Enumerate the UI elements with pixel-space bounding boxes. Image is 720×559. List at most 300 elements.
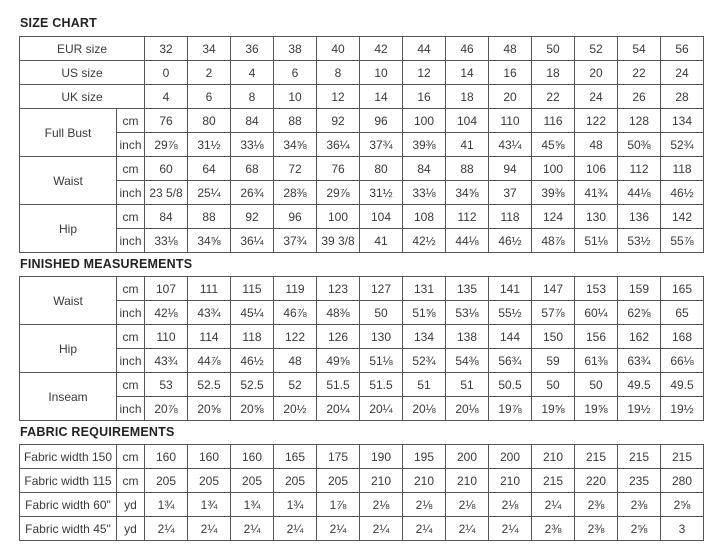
value-cell: 1¾ — [231, 493, 274, 517]
value-cell: 49.5 — [618, 373, 661, 397]
value-cell: 39 3/8 — [317, 229, 360, 253]
value-cell: 53½ — [618, 229, 661, 253]
value-cell: 205 — [317, 469, 360, 493]
value-cell: 2¼ — [317, 517, 360, 541]
value-cell: 43¾ — [145, 349, 188, 373]
value-cell: 84 — [403, 157, 446, 181]
value-cell: 72 — [274, 157, 317, 181]
value-cell: 22 — [618, 61, 661, 85]
value-cell: 37¾ — [360, 133, 403, 157]
value-cell: 2¼ — [145, 517, 188, 541]
value-cell: 19½ — [618, 397, 661, 421]
table-row — [20, 373, 704, 397]
value-cell: 2⅝ — [618, 517, 661, 541]
value-cell: 50 — [360, 301, 403, 325]
value-cell: 112 — [446, 205, 489, 229]
value-cell: 29⅞ — [317, 181, 360, 205]
table-row — [20, 277, 704, 301]
value-cell: 20¼ — [360, 397, 403, 421]
value-cell: 42½ — [403, 229, 446, 253]
value-cell: 60¼ — [575, 301, 618, 325]
value-cell: 37¾ — [274, 229, 317, 253]
value-cell: 2¼ — [403, 517, 446, 541]
value-cell: 4 — [231, 61, 274, 85]
value-cell: 112 — [618, 157, 661, 181]
value-cell: 62⅝ — [618, 301, 661, 325]
unit-label: cm — [117, 157, 145, 181]
value-cell: 14 — [360, 85, 403, 109]
value-cell: 36¼ — [231, 229, 274, 253]
value-cell: 115 — [231, 277, 274, 301]
section-title-fabric-requirements: FABRIC REQUIREMENTS — [20, 425, 175, 439]
value-cell: 119 — [274, 277, 317, 301]
value-cell: 34⅝ — [446, 181, 489, 205]
value-cell: 2¼ — [360, 517, 403, 541]
value-cell: 51.5 — [317, 373, 360, 397]
value-cell: 2 — [188, 61, 231, 85]
value-cell: 39⅜ — [403, 133, 446, 157]
value-cell: 131 — [403, 277, 446, 301]
value-cell: 96 — [274, 205, 317, 229]
value-cell: 175 — [317, 445, 360, 469]
section-title-finished-measurements: FINISHED MEASUREMENTS — [20, 257, 193, 271]
value-cell: 42 — [360, 37, 403, 61]
value-cell: 46⅞ — [274, 301, 317, 325]
value-cell: 10 — [274, 85, 317, 109]
value-cell: 41 — [360, 229, 403, 253]
value-cell: 1⅞ — [317, 493, 360, 517]
value-cell: 48 — [575, 133, 618, 157]
value-cell: 64 — [188, 157, 231, 181]
value-cell: 46½ — [661, 181, 704, 205]
value-cell: 51.5 — [360, 373, 403, 397]
value-cell: 205 — [274, 469, 317, 493]
value-cell: 142 — [661, 205, 704, 229]
value-cell: 42⅛ — [145, 301, 188, 325]
value-cell: 1¾ — [145, 493, 188, 517]
fabric-width-label: Fabric width 45" — [20, 517, 117, 541]
value-cell: 210 — [446, 469, 489, 493]
value-cell: 107 — [145, 277, 188, 301]
value-cell: 55⅞ — [661, 229, 704, 253]
value-cell: 44⅛ — [618, 181, 661, 205]
value-cell: 200 — [446, 445, 489, 469]
value-cell: 16 — [489, 61, 532, 85]
measurement-label: Waist — [20, 277, 117, 325]
value-cell: 162 — [618, 325, 661, 349]
value-cell: 43¾ — [188, 301, 231, 325]
unit-label: cm — [117, 445, 145, 469]
value-cell: 50 — [532, 373, 575, 397]
value-cell: 49.5 — [661, 373, 704, 397]
value-cell: 68 — [231, 157, 274, 181]
value-cell: 34⅝ — [188, 229, 231, 253]
value-cell: 94 — [489, 157, 532, 181]
value-cell: 160 — [188, 445, 231, 469]
value-cell: 134 — [661, 109, 704, 133]
value-cell: 2⅛ — [403, 493, 446, 517]
table-row — [20, 37, 704, 61]
value-cell: 44⅛ — [446, 229, 489, 253]
value-cell: 8 — [317, 61, 360, 85]
value-cell: 20¼ — [317, 397, 360, 421]
value-cell: 54 — [618, 37, 661, 61]
value-cell: 12 — [403, 61, 446, 85]
value-cell: 6 — [188, 85, 231, 109]
value-cell: 28⅜ — [274, 181, 317, 205]
value-cell: 19⅝ — [575, 397, 618, 421]
value-cell: 215 — [532, 469, 575, 493]
table-row — [20, 85, 704, 109]
value-cell: 100 — [317, 205, 360, 229]
value-cell: 205 — [188, 469, 231, 493]
value-cell: 2⅜ — [575, 493, 618, 517]
value-cell: 92 — [317, 109, 360, 133]
value-cell: 1¾ — [274, 493, 317, 517]
value-cell: 55½ — [489, 301, 532, 325]
value-cell: 147 — [532, 277, 575, 301]
value-cell: 48 — [489, 37, 532, 61]
section-title-size-chart: SIZE CHART — [20, 16, 97, 30]
value-cell: 110 — [489, 109, 532, 133]
value-cell: 16 — [403, 85, 446, 109]
table-row — [20, 517, 704, 541]
value-cell: 53 — [145, 373, 188, 397]
value-cell: 54⅜ — [446, 349, 489, 373]
value-cell: 84 — [145, 205, 188, 229]
value-cell: 19½ — [661, 397, 704, 421]
value-cell: 43¼ — [489, 133, 532, 157]
value-cell: 88 — [446, 157, 489, 181]
value-cell: 128 — [618, 109, 661, 133]
value-cell: 46½ — [231, 349, 274, 373]
unit-label: inch — [117, 397, 145, 421]
value-cell: 29⅞ — [145, 133, 188, 157]
table-row — [20, 61, 704, 85]
measurement-label: Inseam — [20, 373, 117, 421]
value-cell: 25¼ — [188, 181, 231, 205]
value-cell: 52.5 — [231, 373, 274, 397]
value-cell: 23 5/8 — [145, 181, 188, 205]
value-cell: 50⅜ — [618, 133, 661, 157]
unit-label: cm — [117, 373, 145, 397]
value-cell: 34 — [188, 37, 231, 61]
value-cell: 20⅝ — [188, 397, 231, 421]
table-row — [20, 157, 704, 181]
value-cell: 100 — [532, 157, 575, 181]
value-cell: 138 — [446, 325, 489, 349]
value-cell: 104 — [446, 109, 489, 133]
value-cell: 127 — [360, 277, 403, 301]
value-cell: 51⅛ — [360, 349, 403, 373]
value-cell: 3 — [661, 517, 704, 541]
unit-label: cm — [117, 469, 145, 493]
value-cell: 123 — [317, 277, 360, 301]
unit-label: inch — [117, 229, 145, 253]
value-cell: 130 — [360, 325, 403, 349]
value-cell: 235 — [618, 469, 661, 493]
value-cell: 50.5 — [489, 373, 532, 397]
value-cell: 2⅛ — [489, 493, 532, 517]
value-cell: 215 — [618, 445, 661, 469]
value-cell: 210 — [403, 469, 446, 493]
value-cell: 18 — [446, 85, 489, 109]
value-cell: 52¾ — [661, 133, 704, 157]
value-cell: 215 — [575, 445, 618, 469]
size-label: UK size — [20, 85, 145, 109]
measurement-label: Hip — [20, 205, 117, 253]
unit-label: cm — [117, 205, 145, 229]
value-cell: 51 — [446, 373, 489, 397]
value-cell: 44⅞ — [188, 349, 231, 373]
value-cell: 122 — [575, 109, 618, 133]
value-cell: 20⅛ — [403, 397, 446, 421]
value-cell: 49⅝ — [317, 349, 360, 373]
value-cell: 76 — [317, 157, 360, 181]
table-row — [20, 181, 704, 205]
value-cell: 20½ — [274, 397, 317, 421]
value-cell: 44 — [403, 37, 446, 61]
value-cell: 20⅝ — [231, 397, 274, 421]
value-cell: 88 — [188, 205, 231, 229]
unit-label: yd — [117, 493, 145, 517]
table-row — [20, 229, 704, 253]
value-cell: 2¼ — [231, 517, 274, 541]
unit-label: yd — [117, 517, 145, 541]
value-cell: 51⅝ — [403, 301, 446, 325]
value-cell: 51⅛ — [575, 229, 618, 253]
table-row — [20, 205, 704, 229]
value-cell: 66⅛ — [661, 349, 704, 373]
value-cell: 134 — [403, 325, 446, 349]
value-cell: 205 — [145, 469, 188, 493]
value-cell: 20 — [489, 85, 532, 109]
value-cell: 130 — [575, 205, 618, 229]
value-cell: 12 — [317, 85, 360, 109]
value-cell: 150 — [532, 325, 575, 349]
value-cell: 48⅜ — [317, 301, 360, 325]
value-cell: 144 — [489, 325, 532, 349]
value-cell: 41¾ — [575, 181, 618, 205]
value-cell: 50 — [575, 373, 618, 397]
size-label: EUR size — [20, 37, 145, 61]
value-cell: 1¾ — [188, 493, 231, 517]
value-cell: 84 — [231, 109, 274, 133]
value-cell: 65 — [661, 301, 704, 325]
value-cell: 2¼ — [274, 517, 317, 541]
value-cell: 2¼ — [489, 517, 532, 541]
value-cell: 20 — [575, 61, 618, 85]
value-cell: 280 — [661, 469, 704, 493]
value-cell: 2⅜ — [575, 517, 618, 541]
value-cell: 165 — [661, 277, 704, 301]
unit-label: inch — [117, 133, 145, 157]
value-cell: 39⅜ — [532, 181, 575, 205]
value-cell: 60 — [145, 157, 188, 181]
value-cell: 118 — [661, 157, 704, 181]
value-cell: 210 — [360, 469, 403, 493]
unit-label: cm — [117, 325, 145, 349]
value-cell: 0 — [145, 61, 188, 85]
value-cell: 76 — [145, 109, 188, 133]
value-cell: 40 — [317, 37, 360, 61]
value-cell: 51 — [403, 373, 446, 397]
table-row — [20, 109, 704, 133]
value-cell: 215 — [661, 445, 704, 469]
value-cell: 52 — [274, 373, 317, 397]
value-cell: 160 — [231, 445, 274, 469]
value-cell: 14 — [446, 61, 489, 85]
value-cell: 48⅞ — [532, 229, 575, 253]
value-cell: 22 — [532, 85, 575, 109]
value-cell: 135 — [446, 277, 489, 301]
value-cell: 59 — [532, 349, 575, 373]
value-cell: 100 — [403, 109, 446, 133]
value-cell: 19⅞ — [489, 397, 532, 421]
value-cell: 38 — [274, 37, 317, 61]
value-cell: 118 — [231, 325, 274, 349]
value-cell: 63¾ — [618, 349, 661, 373]
value-cell: 153 — [575, 277, 618, 301]
value-cell: 52 — [575, 37, 618, 61]
value-cell: 141 — [489, 277, 532, 301]
value-cell: 168 — [661, 325, 704, 349]
unit-label: cm — [117, 109, 145, 133]
value-cell: 2¼ — [446, 517, 489, 541]
table-row — [20, 445, 704, 469]
value-cell: 52.5 — [188, 373, 231, 397]
value-cell: 18 — [532, 61, 575, 85]
unit-label: cm — [117, 277, 145, 301]
value-cell: 33⅛ — [145, 229, 188, 253]
value-cell: 56 — [661, 37, 704, 61]
value-cell: 118 — [489, 205, 532, 229]
size-chart-table — [19, 36, 704, 253]
measurement-label: Hip — [20, 325, 117, 373]
measurement-label: Full Bust — [20, 109, 117, 157]
value-cell: 2⅛ — [360, 493, 403, 517]
table-row — [20, 397, 704, 421]
table-row — [20, 493, 704, 517]
unit-label: inch — [117, 349, 145, 373]
value-cell: 80 — [188, 109, 231, 133]
value-cell: 156 — [575, 325, 618, 349]
value-cell: 160 — [145, 445, 188, 469]
value-cell: 210 — [532, 445, 575, 469]
value-cell: 2¼ — [532, 493, 575, 517]
finished-measurements-table — [19, 276, 704, 421]
value-cell: 210 — [489, 469, 532, 493]
value-cell: 165 — [274, 445, 317, 469]
value-cell: 110 — [145, 325, 188, 349]
value-cell: 52¾ — [403, 349, 446, 373]
value-cell: 61⅜ — [575, 349, 618, 373]
value-cell: 92 — [231, 205, 274, 229]
value-cell: 96 — [360, 109, 403, 133]
value-cell: 6 — [274, 61, 317, 85]
value-cell: 195 — [403, 445, 446, 469]
value-cell: 24 — [661, 61, 704, 85]
value-cell: 28 — [661, 85, 704, 109]
value-cell: 80 — [360, 157, 403, 181]
fabric-requirements-table — [19, 444, 704, 541]
value-cell: 31½ — [360, 181, 403, 205]
value-cell: 159 — [618, 277, 661, 301]
value-cell: 106 — [575, 157, 618, 181]
value-cell: 2⅜ — [532, 517, 575, 541]
table-row — [20, 301, 704, 325]
value-cell: 31½ — [188, 133, 231, 157]
table-row — [20, 349, 704, 373]
value-cell: 108 — [403, 205, 446, 229]
value-cell: 46 — [446, 37, 489, 61]
value-cell: 48 — [274, 349, 317, 373]
value-cell: 57⅞ — [532, 301, 575, 325]
measurement-label: Waist — [20, 157, 117, 205]
value-cell: 205 — [231, 469, 274, 493]
table-row — [20, 133, 704, 157]
value-cell: 50 — [532, 37, 575, 61]
value-cell: 36 — [231, 37, 274, 61]
value-cell: 32 — [145, 37, 188, 61]
value-cell: 26¾ — [231, 181, 274, 205]
value-cell: 56¾ — [489, 349, 532, 373]
value-cell: 4 — [145, 85, 188, 109]
value-cell: 88 — [274, 109, 317, 133]
value-cell: 33⅛ — [231, 133, 274, 157]
table-row — [20, 469, 704, 493]
value-cell: 116 — [532, 109, 575, 133]
value-cell: 33⅛ — [403, 181, 446, 205]
value-cell: 220 — [575, 469, 618, 493]
size-label: US size — [20, 61, 145, 85]
unit-label: inch — [117, 181, 145, 205]
fabric-width-label: Fabric width 60" — [20, 493, 117, 517]
value-cell: 190 — [360, 445, 403, 469]
value-cell: 124 — [532, 205, 575, 229]
value-cell: 37 — [489, 181, 532, 205]
value-cell: 114 — [188, 325, 231, 349]
fabric-width-label: Fabric width 150 — [20, 445, 117, 469]
value-cell: 45¼ — [231, 301, 274, 325]
value-cell: 122 — [274, 325, 317, 349]
value-cell: 46½ — [489, 229, 532, 253]
value-cell: 20⅞ — [145, 397, 188, 421]
value-cell: 111 — [188, 277, 231, 301]
value-cell: 126 — [317, 325, 360, 349]
value-cell: 45⅝ — [532, 133, 575, 157]
value-cell: 19⅝ — [532, 397, 575, 421]
value-cell: 2¼ — [188, 517, 231, 541]
value-cell: 8 — [231, 85, 274, 109]
value-cell: 10 — [360, 61, 403, 85]
value-cell: 200 — [489, 445, 532, 469]
value-cell: 26 — [618, 85, 661, 109]
value-cell: 34⅝ — [274, 133, 317, 157]
value-cell: 53⅛ — [446, 301, 489, 325]
value-cell: 104 — [360, 205, 403, 229]
value-cell: 20⅛ — [446, 397, 489, 421]
unit-label: inch — [117, 301, 145, 325]
value-cell: 24 — [575, 85, 618, 109]
value-cell: 136 — [618, 205, 661, 229]
fabric-width-label: Fabric width 115 — [20, 469, 117, 493]
value-cell: 2⅛ — [446, 493, 489, 517]
value-cell: 2⅜ — [618, 493, 661, 517]
value-cell: 2⅝ — [661, 493, 704, 517]
value-cell: 41 — [446, 133, 489, 157]
value-cell: 36¼ — [317, 133, 360, 157]
